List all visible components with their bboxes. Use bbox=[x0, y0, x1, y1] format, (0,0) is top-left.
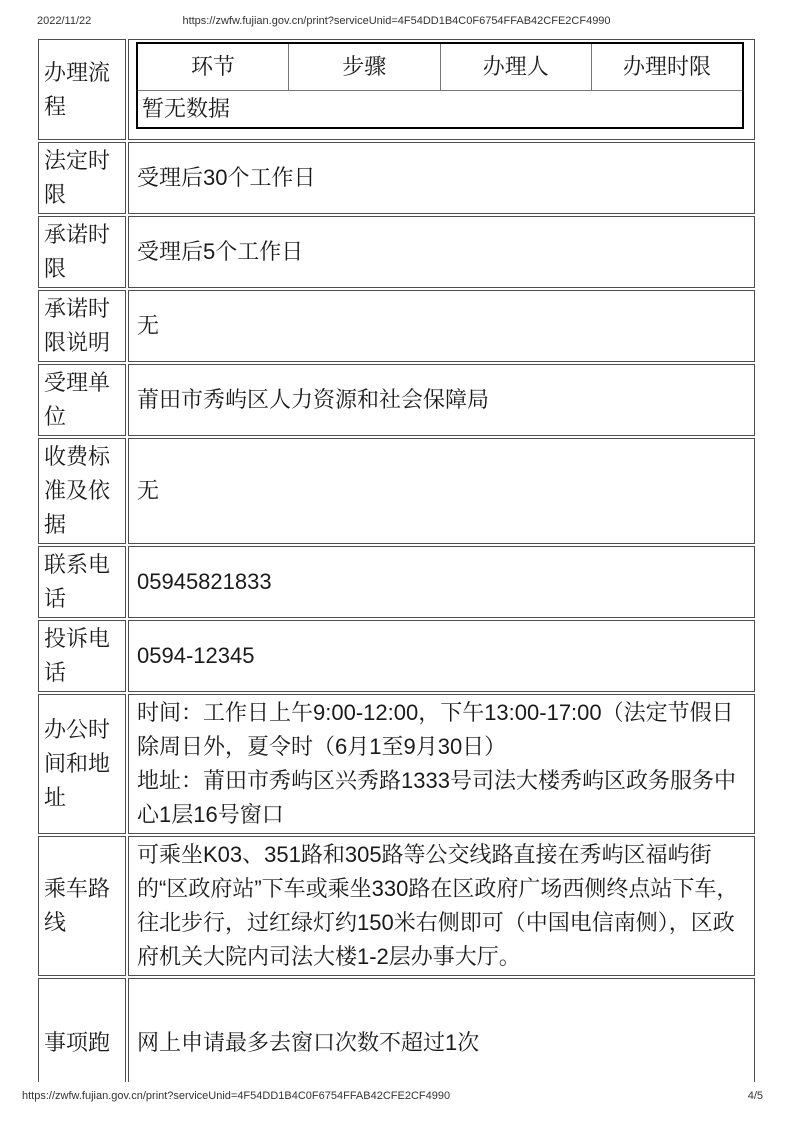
row-content: 无 bbox=[128, 290, 755, 362]
row-content: 可乘坐K03、351路和305路等公交线路直接在秀屿区福屿街的“区政府站”下车或乘坐330路在区政府广场西侧终点站下车，往北步行，过红绿灯约150米右侧即可（中国电信南侧），区政府机关大院内司法大楼1-2层办事大厅。 bbox=[128, 836, 755, 976]
print-header bbox=[0, 15, 793, 29]
table-row-clipped bbox=[38, 978, 755, 1082]
office-address-line: 地址：莆田市秀屿区兴秀路1333号司法大楼秀屿区政务服务中心1层16号窗口 bbox=[137, 768, 736, 827]
row-label: 收费标准及依据 bbox=[38, 438, 126, 544]
print-header-url: https://zwfw.fujian.gov.cn/print?serviceUnid=4F54DD1B4C0F6754FFAB42CFE2CF4990 bbox=[182, 15, 611, 27]
flow-header-row bbox=[137, 43, 743, 91]
row-label: 事项跑 bbox=[38, 978, 126, 1082]
table-row bbox=[38, 836, 755, 976]
office-time-line: 时间：工作日上午9:00-12:00，下午13:00-17:00（法定节假日除周日外，夏令时（6月1至9月30日） bbox=[137, 700, 734, 759]
flow-col-header: 办理时限 bbox=[592, 43, 744, 91]
table-row bbox=[38, 364, 755, 436]
table-row-flow bbox=[38, 39, 755, 140]
row-content: 0594-12345 bbox=[128, 620, 755, 692]
table-row bbox=[38, 546, 755, 618]
service-detail-table bbox=[36, 37, 757, 1082]
service-detail-table-region bbox=[36, 37, 757, 1082]
row-label: 投诉电话 bbox=[38, 620, 126, 692]
row-content: 05945821833 bbox=[128, 546, 755, 618]
row-content: 网上申请最多去窗口次数不超过1次 bbox=[128, 978, 755, 1082]
row-content: 受理后30个工作日 bbox=[128, 142, 755, 214]
flow-steps-table bbox=[136, 42, 744, 129]
row-content: 受理后5个工作日 bbox=[128, 216, 755, 288]
row-content: 无 bbox=[128, 438, 755, 544]
row-content bbox=[128, 694, 755, 834]
flow-empty-text: 暂无数据 bbox=[137, 91, 743, 129]
row-label: 办公时间和地址 bbox=[38, 694, 126, 834]
row-label: 办理流程 bbox=[38, 39, 126, 140]
row-label: 乘车路线 bbox=[38, 836, 126, 976]
print-footer-url: https://zwfw.fujian.gov.cn/print?serviceUnid=4F54DD1B4C0F6754FFAB42CFE2CF4990 bbox=[22, 1090, 451, 1102]
page-number: 4/5 bbox=[747, 1090, 763, 1102]
row-label: 受理单位 bbox=[38, 364, 126, 436]
row-content bbox=[128, 39, 755, 140]
print-date: 2022/11/22 bbox=[37, 15, 92, 27]
flow-col-header: 环节 bbox=[137, 43, 289, 91]
table-row bbox=[38, 620, 755, 692]
row-label: 联系电话 bbox=[38, 546, 126, 618]
row-label: 承诺时限说明 bbox=[38, 290, 126, 362]
row-content: 莆田市秀屿区人力资源和社会保障局 bbox=[128, 364, 755, 436]
flow-empty-row bbox=[137, 91, 743, 129]
flow-col-header: 步骤 bbox=[289, 43, 441, 91]
table-row bbox=[38, 694, 755, 834]
table-row bbox=[38, 438, 755, 544]
row-label: 承诺时限 bbox=[38, 216, 126, 288]
table-row bbox=[38, 216, 755, 288]
print-footer bbox=[22, 1090, 763, 1102]
row-label: 法定时限 bbox=[38, 142, 126, 214]
table-row bbox=[38, 290, 755, 362]
table-row bbox=[38, 142, 755, 214]
flow-col-header: 办理人 bbox=[440, 43, 592, 91]
